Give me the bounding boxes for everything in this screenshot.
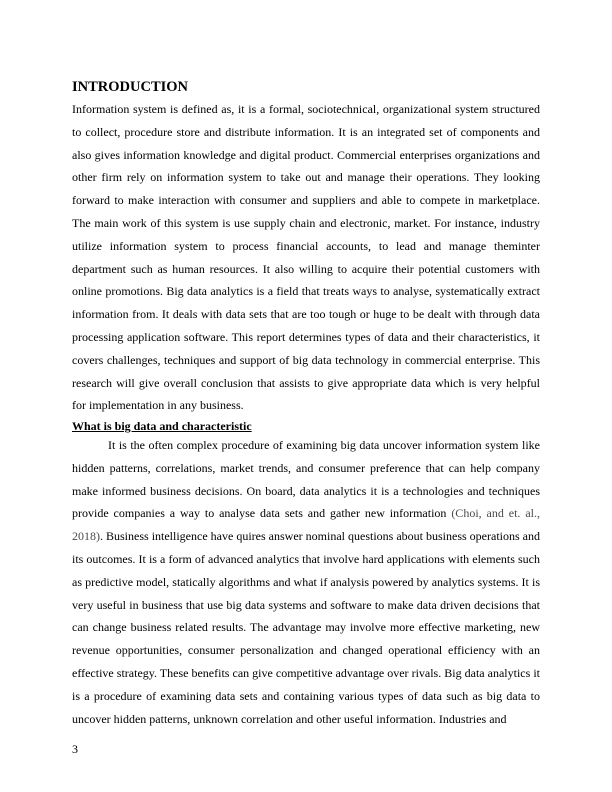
subsection-heading: What is big data and characteristic — [72, 419, 252, 433]
section-heading: INTRODUCTION — [72, 79, 189, 95]
intro-paragraph: Information system is defined as, it is a formal, sociotechnical, organizational system structured to collect, procedure store and distribute information. It is an integrated set of components and also gives information knowledge and digital product. Commercial enterprises organizations and other firm rely on information system to take out and manage their operations. They looking forward to make interaction with consumer and suppliers and able to compete in marketplace. The main work of this system is use supply chain and electronic, market. For instance, industry utilize information system to process financial accounts, to lead and manage theminter department such as human resources. It also willing to acquire their potential customers with online promotions. Big data analytics is a field that treats ways to analyse, systematically extract information from. It deals with data sets that are too tough or huge to be dealt with through data processing application software. This report determines types of data and their characteristics, it covers challenges, techniques and support of big data technology in commercial enterprise. This research will give overall conclusion that assists to give appropriate data which is very helpful for implementation in any business. — [72, 102, 540, 413]
citation: (Choi, and et. al., 2018) — [72, 506, 540, 544]
page-number: 3 — [72, 742, 78, 756]
body-paragraph — [72, 434, 540, 730]
body-text-part1: It is the often complex procedure of examining big data uncover information system like hidden patterns, correlations, market trends, and consumer preference that can help company make informed business decisions. On board, data analytics it is a technologies and techniques provide companies a way to analyse data sets and gather new information — [72, 438, 540, 521]
body-text-part2: . Business intelligence have quires answer nominal questions about business operations and its outcomes. It is a form of advanced analytics that involve hard applications with elements such as predictive model, statically algorithms and what if analysis powered by analytics systems. It is very useful in business that use big data systems and software to make data driven decisions that can change business related results. The advantage may involve more effective marketing, new revenue opportunities, consumer personalization and changed operational efficiency with an effective strategy. These benefits can give competitive advantage over rivals. Big data analytics it is a procedure of examining data sets and containing various types of data such as big data to uncover hidden patterns, unknown correlation and other useful information. Industries and — [72, 529, 540, 726]
